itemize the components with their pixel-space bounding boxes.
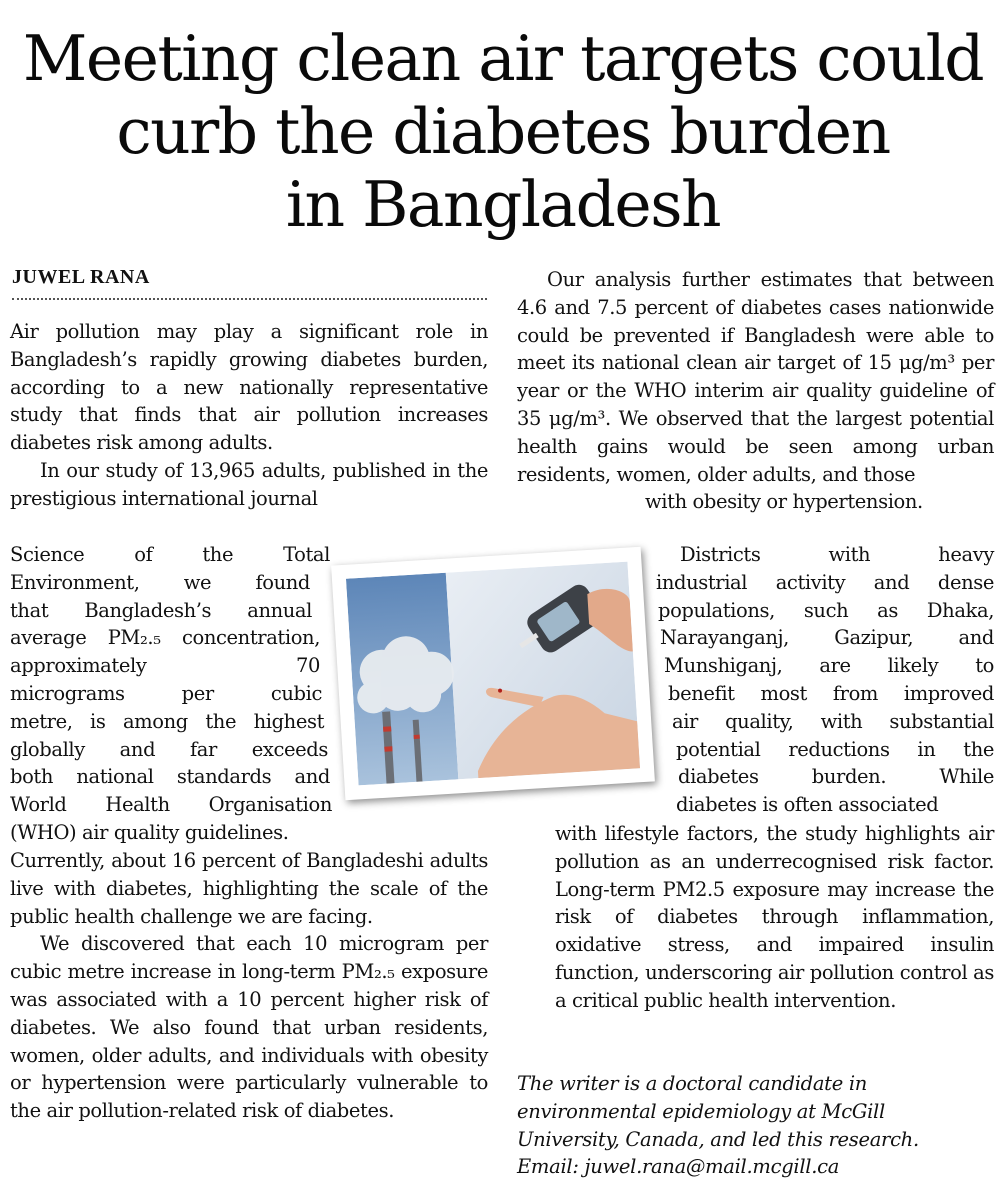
credit-line: environmental epidemiology at McGill: [517, 1099, 885, 1123]
author-credit: [517, 1070, 997, 1181]
wrap-line: Narayanganj, Gazipur, and: [660, 626, 994, 650]
wrap-line: globally and far exceeds: [10, 737, 328, 761]
paragraph: with lifestyle factors, the study highlights air pollution as an underrecognised risk factor. Long-term PM2.5 exposure may increase the risk of diabetes through inflammation, oxidative stress, and impaired insulin function, underscoring air pollution control as a critical public health intervention.: [555, 822, 994, 1012]
wrap-line: diabetes burden. While: [678, 765, 994, 789]
wrap-line: World Health Organisation: [10, 793, 332, 817]
left-column: [10, 318, 488, 513]
left-wrap-text: [10, 541, 330, 847]
paragraph: We discovered that each 10 microgram per cubic metre increase in long-term PM₂.₅ exposure was associated with a 10 percent higher risk of diabetes. We also found that urban residents, women, older adults, and individuals with obesity or hypertension were particularly vulnerable to the air pollution-related risk of diabetes.: [10, 932, 488, 1123]
paragraph: Currently, about 16 percent of Bangladeshi adults live with diabetes, highlighting the scale of the public health challenge we are facing.: [10, 849, 488, 928]
wrap-line: Environment, we found: [10, 570, 310, 594]
paragraph: In our study of 13,965 adults, published in the prestigious international journal: [10, 458, 488, 510]
wrap-line: Districts with heavy: [680, 543, 994, 566]
left-column-bottom: [10, 847, 488, 1125]
wrap-line: approximately 70: [10, 654, 320, 678]
wrap-line: diabetes is often associated: [676, 793, 939, 817]
byline-divider: [12, 298, 487, 300]
paragraph: Our analysis further estimates that between 4.6 and 7.5 percent of diabetes cases nationwide could be prevented if Bangladesh were able to meet its national clean air target of 15 μg/m³ per year or the WHO interim air quality guideline of 35 μg/m³. We observed that the largest potential health gains would be seen among urban residents, women, older adults, and those: [517, 268, 994, 486]
headline-line-3: in Bangladesh: [285, 168, 721, 241]
paragraph-end: with obesity or hypertension.: [645, 490, 923, 514]
glucose-meter-smokestack-photo: [346, 562, 640, 786]
wrap-line: populations, such as Dhaka,: [658, 598, 994, 622]
wrap-line: air quality, with substantial: [672, 709, 994, 733]
wrap-line: potential reductions in the: [676, 737, 994, 761]
wrap-line: Science of the Total: [10, 543, 330, 566]
headline-line-2: curb the diabetes burden: [116, 95, 890, 168]
credit-email: Email: juwel.rana@mail.mcgill.ca: [517, 1155, 840, 1179]
credit-line: The writer is a doctoral candidate in: [517, 1072, 868, 1095]
article-photo: [331, 547, 655, 800]
right-wrap-text: [652, 541, 994, 819]
headline: [0, 22, 1006, 241]
wrap-line: (WHO) air quality guidelines.: [10, 820, 289, 844]
right-column-bottom: [517, 820, 994, 1015]
right-column: [517, 266, 994, 516]
wrap-line: benefit most from improved: [668, 681, 994, 705]
byline: JUWEL RANA: [12, 266, 150, 288]
wrap-line: that Bangladesh’s annual: [10, 598, 312, 622]
headline-line-1: Meeting clean air targets could: [22, 22, 984, 95]
wrap-line: industrial activity and dense: [656, 570, 994, 594]
wrap-line: both national standards and: [10, 765, 330, 789]
wrap-line: metre, is among the highest: [10, 709, 324, 733]
credit-line: University, Canada, and led this research.: [517, 1127, 919, 1151]
wrap-line: micrograms per cubic: [10, 681, 322, 705]
wrap-line: average PM₂.₅ concentration,: [10, 626, 320, 650]
wrap-line: Munshiganj, are likely to: [664, 654, 994, 678]
paragraph: Air pollution may play a significant role in Bangladesh’s rapidly growing diabetes burden, according to a new nationally representative study that finds that air pollution increases diabetes risk among adults.: [10, 320, 488, 455]
